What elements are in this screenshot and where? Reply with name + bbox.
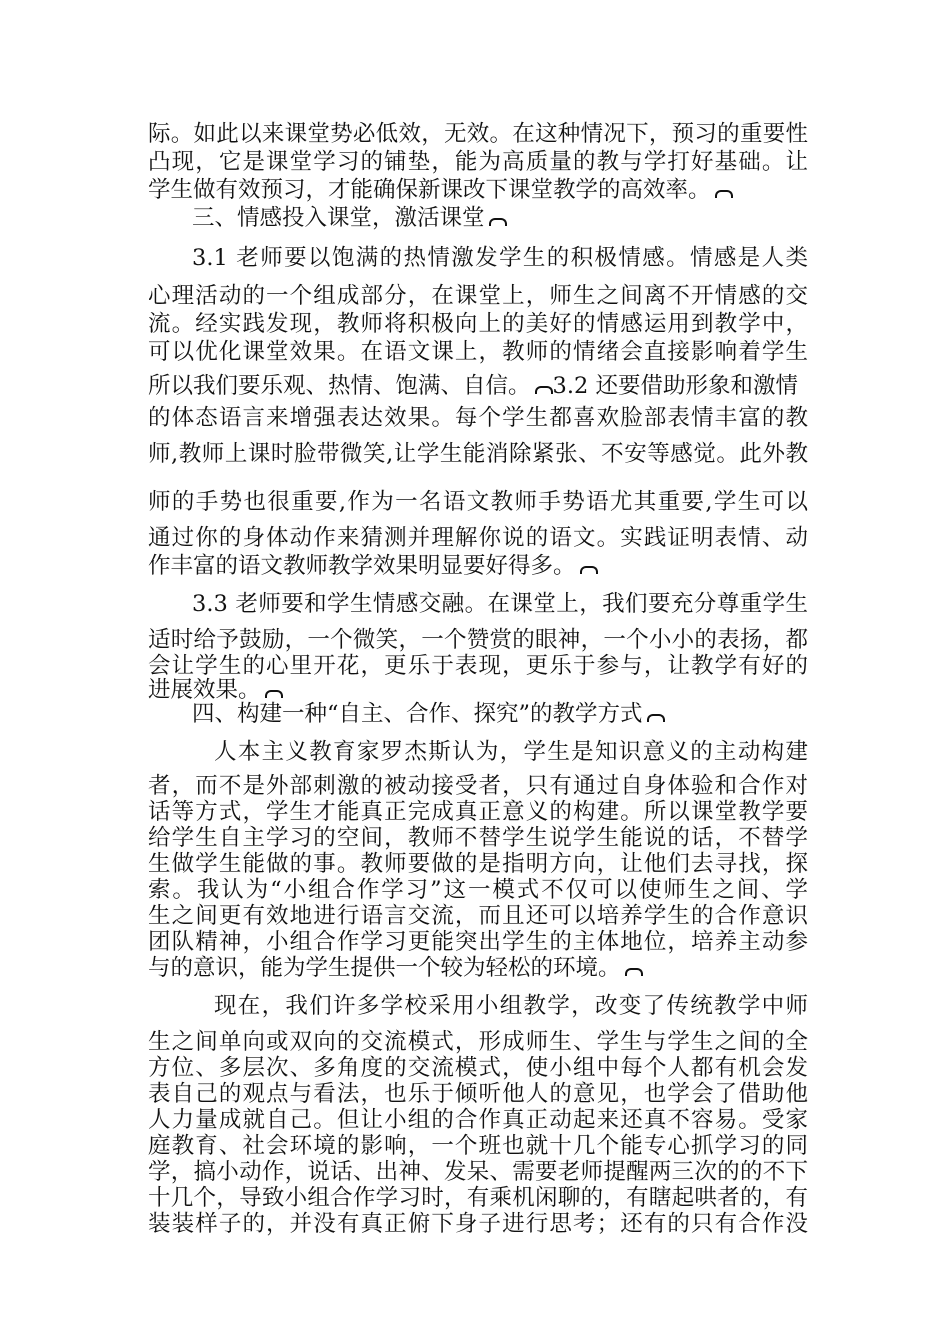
text-line: 装装样子的，并没有真正俯下身子进行思考；还有的只有合作没 bbox=[148, 1211, 808, 1237]
text-line: 作丰富的语文教师教学效果明显要好得多。 bbox=[148, 552, 808, 580]
text-line: 十几个，导致小组合作学习时，有乘机闲聊的，有瞎起哄者的，有 bbox=[148, 1185, 808, 1211]
text-line: 师,教师上课时脸带微笑,让学生能消除紧张、不安等感觉。此外教 bbox=[148, 441, 808, 467]
text-line: 际。如此以来课堂势必低效，无效。在这种情况下，预习的重要性 bbox=[148, 121, 808, 147]
text-line: 表自己的观点与看法，也乐于倾听他人的意见，也学会了借助他 bbox=[148, 1081, 808, 1107]
paragraph-mark-icon bbox=[580, 566, 598, 574]
text-line: 通过你的身体动作来猜测并理解你说的语文。实践证明表情、动 bbox=[148, 525, 808, 551]
text-line: 3.3 老师要和学生情感交融。在课堂上，我们要充分尊重学生 bbox=[192, 591, 808, 617]
text-line: 师的手势也很重要,作为一名语文教师手势语尤其重要,学生可以 bbox=[148, 489, 808, 515]
text-line: 3.1 老师要以饱满的热情激发学生的积极情感。情感是人类 bbox=[192, 245, 808, 271]
text-line: 现在，我们许多学校采用小组教学，改变了传统教学中师 bbox=[214, 993, 808, 1019]
text-line: 适时给予鼓励，一个微笑，一个赞赏的眼神，一个小小的表扬，都 bbox=[148, 627, 808, 653]
text-line: 给学生自主学习的空间，教师不替学生说学生能说的话，不替学 bbox=[148, 825, 808, 851]
paragraph-mark-icon bbox=[265, 690, 283, 698]
text-line: 所以我们要乐观、热情、饱满、自信。 3.2 还要借助形象和激情 bbox=[148, 373, 798, 399]
text-line: 凸现，它是课堂学习的铺垫，能为高质量的教与学打好基础。让 bbox=[148, 149, 808, 175]
text-line: 生之间单向或双向的交流模式，形成师生、学生与学生之间的全 bbox=[148, 1029, 808, 1055]
paragraph-mark-icon bbox=[647, 714, 665, 722]
text-line: 者，而不是外部刺激的被动接受者，只有通过自身体验和合作对 bbox=[148, 773, 808, 799]
paragraph-mark-icon bbox=[715, 190, 733, 198]
text-line: 方位、多层次、多角度的交流模式，使小组中每个人都有机会发 bbox=[148, 1055, 808, 1081]
paragraph-mark-icon bbox=[535, 386, 553, 394]
text-line: 团队精神，小组合作学习更能突出学生的主体地位，培养主动参 bbox=[148, 929, 808, 955]
paragraph-mark-icon bbox=[489, 218, 507, 226]
text-line: 庭教育、社会环境的影响，一个班也就十几个能专心抓学习的同 bbox=[148, 1133, 808, 1159]
text-line: 学生做有效预习，才能确保新课改下课堂教学的高效率。 bbox=[148, 176, 808, 204]
text-line: 心理活动的一个组成部分，在课堂上，师生之间离不开情感的交 bbox=[148, 283, 808, 309]
text-line: 人力量成就自己。但让小组的合作真正动起来还真不容易。受家 bbox=[148, 1107, 808, 1133]
text-line: 的体态语言来增强表达效果。每个学生都喜欢脸部表情丰富的教 bbox=[148, 405, 808, 431]
text-line: 生做学生能做的事。教师要做的是指明方向，让他们去寻找，探 bbox=[148, 851, 808, 877]
section-heading: 四、构建一种“自主、合作、探究”的教学方式 bbox=[192, 700, 808, 728]
text-line: 生之间更有效地进行语言交流，而且还可以培养学生的合作意识 bbox=[148, 903, 808, 929]
text-line: 话等方式，学生才能真正完成真正意义的构建。所以课堂教学要 bbox=[148, 799, 808, 825]
text-line: 学，搞小动作，说话、出神、发呆、需要老师提醒两三次的的不下 bbox=[148, 1159, 808, 1185]
text-line: 会让学生的心里开花，更乐于表现，更乐于参与，让教学有好的 bbox=[148, 653, 808, 679]
paragraph-mark-icon bbox=[625, 968, 643, 976]
text-line: 索。我认为“小组合作学习”这一模式不仅可以使师生之间、学 bbox=[148, 877, 808, 903]
text-line: 流。经实践发现，教师将积极向上的美好的情感运用到教学中， bbox=[148, 311, 808, 337]
section-heading: 三、情感投入课堂，激活课堂 bbox=[192, 204, 808, 232]
text-line: 可以优化课堂效果。在语文课上，教师的情绪会直接影响着学生 bbox=[148, 339, 808, 365]
text-line: 与的意识，能为学生提供一个较为轻松的环境。 bbox=[148, 954, 808, 982]
text-line: 进展效果。 bbox=[148, 676, 808, 704]
text-line: 人本主义教育家罗杰斯认为，学生是知识意义的主动构建 bbox=[214, 739, 808, 765]
